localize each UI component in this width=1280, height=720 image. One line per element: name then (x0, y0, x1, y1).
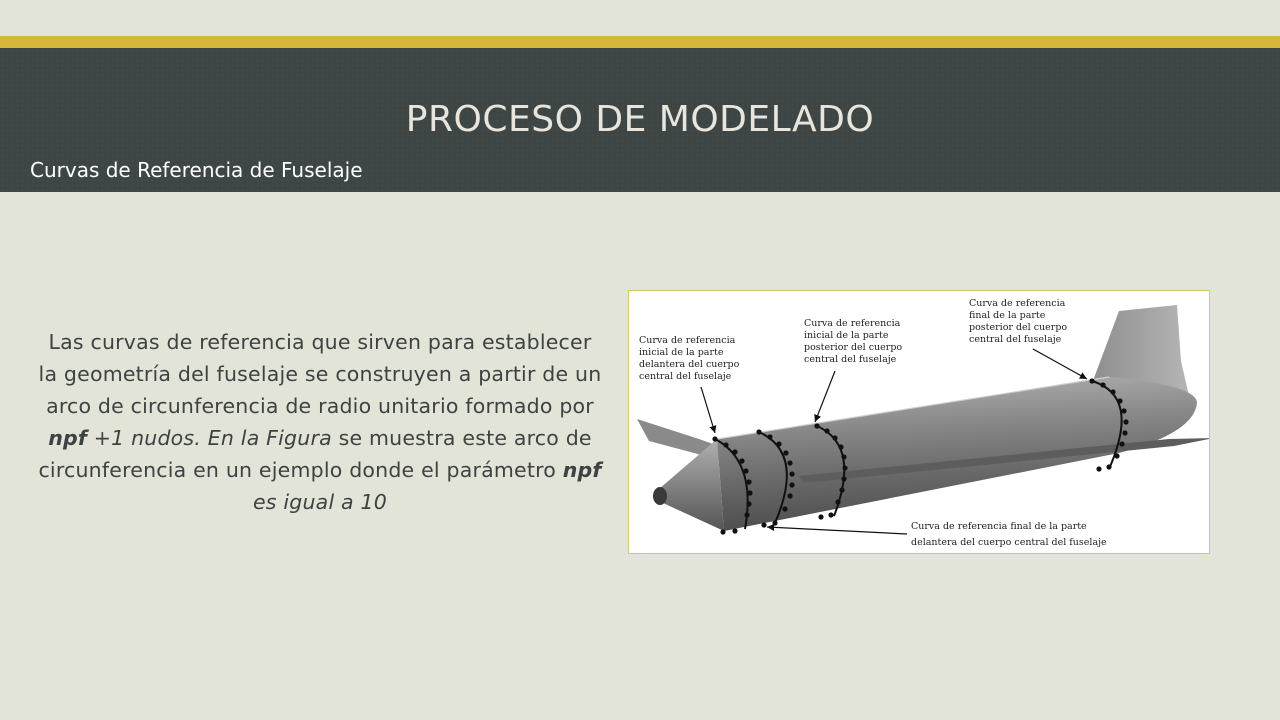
body-npf-1: npf (48, 426, 88, 450)
body-text-3: +1 nudos. En la Figura (87, 426, 332, 450)
nose-cone (657, 439, 724, 531)
fuselage-body (717, 377, 1197, 531)
fuselage-illustration (629, 291, 1209, 553)
slide-title: PROCESO DE MODELADO (405, 99, 875, 140)
label-final-rear: Curva de referencia final de la parte posterior del cuerpo central del fuselaje (969, 298, 1068, 345)
label-final-front: Curva de referencia final de la parte delantera del cuerpo central del fuselaje (911, 521, 1107, 548)
label-initial-rear: Curva de referencia inicial de la parte posterior del cuerpo central del fuselaje (804, 318, 903, 365)
body-text-6: es igual a 10 (252, 490, 388, 514)
nose-tip (653, 487, 667, 505)
accent-bar (0, 36, 1280, 48)
body-text-1: Las curvas de referencia que sirven para establecer la geometría del fuselaje se construyen a partir de un arco de circunferencia de radio unitario formado por (38, 330, 602, 418)
body-paragraph (36, 326, 604, 518)
label-initial-front: Curva de referencia inicial de la parte delantera del cuerpo central del fuselaje (639, 335, 740, 382)
fuselage-figure (628, 290, 1210, 554)
body-npf-2: npf (562, 458, 602, 482)
slide-subtitle: Curvas de Referencia de Fuselaje (30, 158, 363, 182)
body-text-4: se muestra este arco de circunferencia en un ejemplo donde el parámetro (38, 426, 592, 482)
